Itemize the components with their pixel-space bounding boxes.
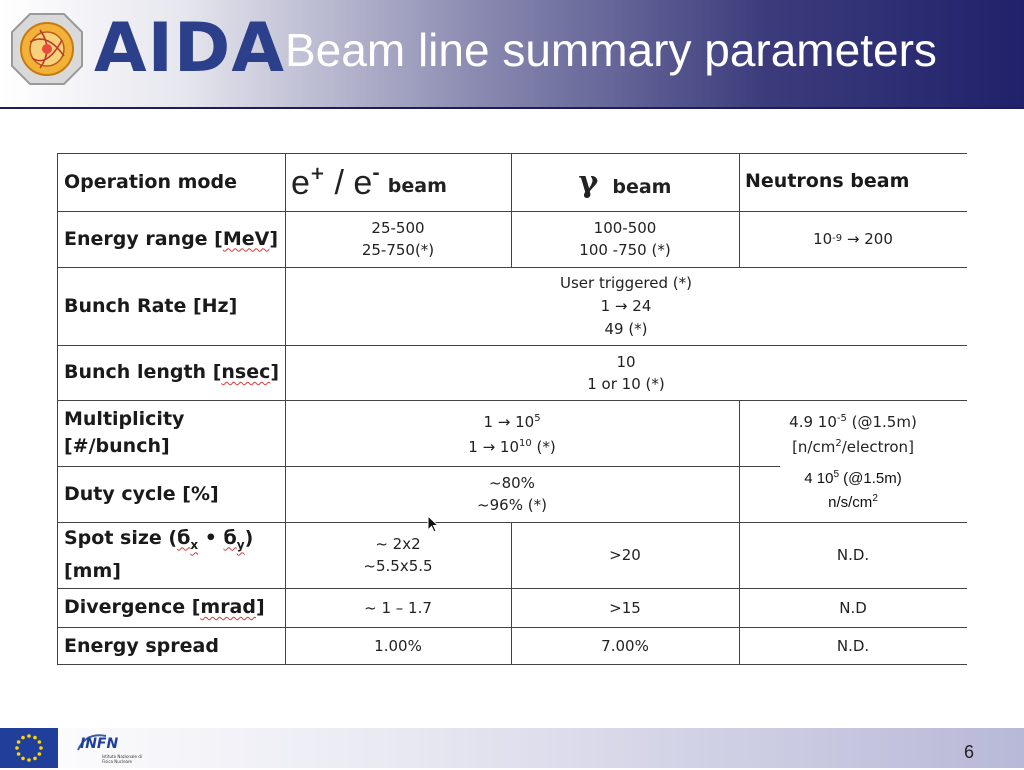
slide-footer bbox=[0, 728, 1024, 768]
multiplicity-label-line1: Multiplicity bbox=[64, 408, 185, 430]
energy-range-electron bbox=[285, 211, 511, 267]
gamma-beam-word: beam bbox=[612, 175, 672, 198]
mult-n-line2-exp: 2 bbox=[835, 438, 842, 449]
beam-parameters-table bbox=[57, 153, 967, 665]
mult-n-line2-prefix: [n/cm bbox=[792, 438, 836, 456]
spread-e-value: 1.00% bbox=[374, 637, 422, 655]
energy-label-suffix: ] bbox=[269, 227, 279, 250]
spot-size-electron bbox=[285, 522, 511, 588]
row-label-divergence bbox=[58, 588, 285, 627]
energy-g-line1: 100-500 bbox=[593, 219, 657, 237]
bunch-rate-value bbox=[285, 267, 967, 345]
energy-n-base: 10 bbox=[813, 230, 833, 248]
div-g-value: >15 bbox=[609, 598, 641, 617]
energy-range-gamma bbox=[511, 211, 739, 267]
spot-sub-x: x bbox=[190, 537, 199, 552]
infn-logo-subtext: Istituto Nazionale di Fisica Nucleare bbox=[102, 754, 142, 764]
row-label-energy-spread bbox=[58, 627, 285, 665]
mouse-cursor-icon bbox=[427, 515, 439, 533]
spot-size-neutrons bbox=[739, 522, 967, 588]
mult-line2-exp: 10 bbox=[519, 438, 532, 449]
bunch-length-label-prefix: Bunch length [ bbox=[64, 361, 222, 383]
row-label-multiplicity bbox=[58, 400, 285, 466]
duty-cycle-value bbox=[285, 466, 739, 522]
row-label-bunch-rate bbox=[58, 267, 285, 345]
eminus-sup: - bbox=[372, 162, 380, 184]
aida-logo-text: AIDA bbox=[94, 9, 285, 88]
infn-logo-text: INFN bbox=[80, 736, 119, 752]
spot-sigma-y: б bbox=[223, 526, 237, 549]
eu-flag-icon bbox=[0, 728, 58, 768]
spread-n-value: N.D. bbox=[836, 637, 870, 655]
header-operation-mode-text: Operation mode bbox=[64, 171, 237, 193]
spot-label-line2: [mm] bbox=[64, 560, 121, 583]
header-neutrons-text: Neutrons beam bbox=[745, 170, 910, 192]
row-label-spot-size bbox=[58, 522, 285, 588]
bunch-length-value bbox=[285, 345, 967, 400]
duty-n-line2-exp: 2 bbox=[872, 493, 878, 504]
mult-line2-base: 1 → 10 bbox=[468, 438, 520, 456]
duty-cycle-label-text: Duty cycle [%] bbox=[64, 482, 219, 505]
spread-g-value: 7.00% bbox=[601, 637, 649, 655]
row-label-duty-cycle bbox=[58, 466, 285, 522]
energy-g-line2: 100 -750 (*) bbox=[579, 241, 671, 259]
duty-n-line1-base: 4 10 bbox=[804, 470, 834, 487]
bunch-length-label-unit: nsec bbox=[221, 361, 271, 383]
energy-spread-electron bbox=[285, 627, 511, 665]
mult-n-line2-suffix: /electron] bbox=[841, 438, 914, 456]
spot-sub-y: y bbox=[236, 537, 245, 552]
divergence-electron bbox=[285, 588, 511, 627]
multiplicity-label-line2: [#/bunch] bbox=[64, 435, 170, 457]
header-neutrons-beam bbox=[739, 154, 967, 211]
spot-dot: • bbox=[198, 526, 224, 549]
energy-n-rest: → 200 bbox=[842, 230, 893, 248]
header-operation-mode bbox=[58, 154, 285, 211]
spot-g-value: >20 bbox=[609, 546, 641, 564]
duty-n-line2-prefix: n/s/cm bbox=[828, 494, 873, 511]
divergence-label-suffix: ] bbox=[255, 596, 265, 618]
mult-line1-exp: 5 bbox=[534, 413, 541, 424]
mult-n-line1-exp: -5 bbox=[836, 413, 847, 424]
eplus-sup: + bbox=[309, 162, 326, 184]
spot-e-line2: ~5.5x5.5 bbox=[363, 557, 433, 575]
spot-size-gamma bbox=[511, 522, 739, 588]
bunch-length-line2: 1 or 10 (*) bbox=[587, 374, 665, 393]
duty-n-line1-exp: 5 bbox=[833, 469, 840, 480]
bunch-rate-line2: 1 → 24 bbox=[600, 296, 652, 315]
row-label-bunch-length bbox=[58, 345, 285, 400]
duty-n-line1-suffix: (@1.5m) bbox=[839, 470, 902, 487]
energy-spread-gamma bbox=[511, 627, 739, 665]
divergence-gamma bbox=[511, 588, 739, 627]
slide-title: Beam line summary parameters bbox=[285, 24, 937, 76]
energy-e-line2: 25-750(*) bbox=[361, 241, 435, 259]
infn-logo bbox=[76, 730, 146, 766]
header-electron-beam bbox=[285, 154, 511, 211]
gamma-symbol: γ bbox=[578, 164, 599, 200]
mult-line2-suffix: (*) bbox=[531, 438, 556, 456]
duty-line2: ~96% (*) bbox=[477, 496, 547, 514]
energy-label-prefix: Energy range [ bbox=[64, 227, 223, 250]
mult-line1-base: 1 → 10 bbox=[483, 413, 535, 431]
divergence-label-prefix: Divergence [ bbox=[64, 596, 201, 618]
spot-e-line1: ~ 2x2 bbox=[375, 535, 421, 553]
energy-spread-label-text: Energy spread bbox=[64, 634, 219, 657]
aida-emblem-icon bbox=[10, 12, 84, 86]
spot-label-prefix: Spot size ( bbox=[64, 526, 178, 549]
header-gamma-beam bbox=[511, 154, 739, 211]
mult-n-line1-suffix: (@1.5m) bbox=[846, 413, 917, 431]
bunch-length-label-suffix: ] bbox=[270, 361, 280, 383]
spot-n-value: N.D. bbox=[836, 546, 870, 564]
divergence-neutrons bbox=[739, 588, 967, 627]
bunch-rate-line1: User triggered (*) bbox=[559, 273, 692, 292]
divergence-label-unit: mrad bbox=[200, 596, 256, 618]
duty-line1: ~80% bbox=[489, 474, 535, 492]
multiplicity-value bbox=[285, 400, 739, 466]
spot-sigma-x: б bbox=[177, 526, 191, 549]
bunch-length-line1: 10 bbox=[616, 352, 636, 371]
mult-n-line1-base: 4.9 10 bbox=[789, 413, 837, 431]
energy-e-line1: 25-500 bbox=[371, 219, 425, 237]
duty-cycle-neutrons-note bbox=[780, 466, 926, 512]
spot-label-suffix: ) bbox=[244, 526, 254, 549]
energy-n-exp: -9 bbox=[832, 233, 843, 244]
bunch-rate-label-text: Bunch Rate [Hz] bbox=[64, 294, 238, 317]
div-e-value: ~ 1 – 1.7 bbox=[364, 598, 432, 617]
bunch-rate-line3: 49 (*) bbox=[604, 319, 648, 338]
e-beam-word: beam bbox=[387, 174, 447, 197]
eminus-symbol: e bbox=[353, 163, 373, 202]
energy-label-unit: MeV bbox=[222, 227, 270, 250]
slash-text: / bbox=[325, 163, 354, 202]
energy-spread-neutrons bbox=[739, 627, 967, 665]
div-n-value: N.D bbox=[839, 598, 867, 617]
multiplicity-neutrons bbox=[739, 400, 967, 466]
energy-range-neutrons bbox=[739, 211, 967, 267]
row-label-energy-range bbox=[58, 211, 285, 267]
eplus-symbol: e bbox=[291, 163, 310, 202]
page-number: 6 bbox=[963, 742, 974, 762]
